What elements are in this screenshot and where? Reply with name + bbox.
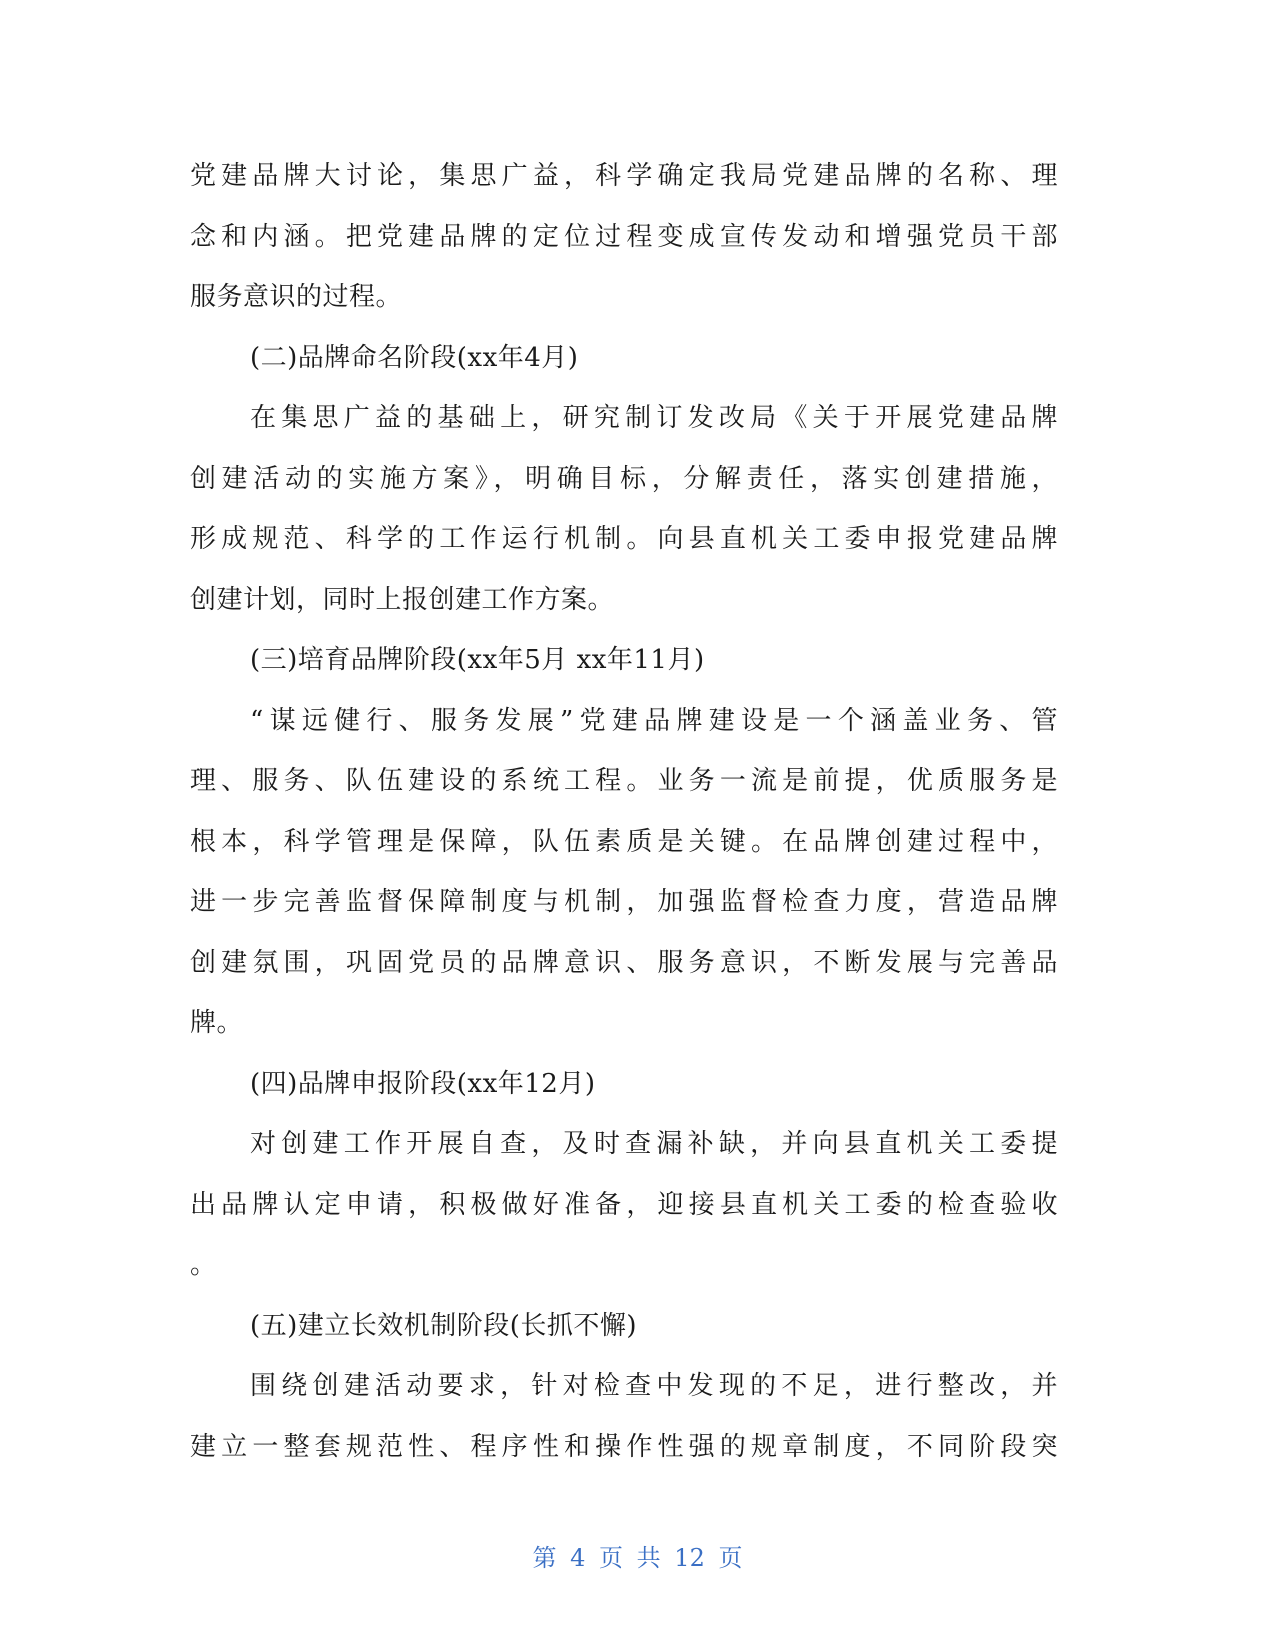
text-line: 创建氛围，巩固党员的品牌意识、服务意识，不断发展与完善品: [190, 947, 1058, 978]
text-line: 。: [190, 1250, 217, 1280]
text-line: 根本，科学管理是保障，队伍素质是关键。在品牌创建过程中，: [190, 826, 1058, 857]
text-line: 牌。: [190, 1008, 244, 1038]
text-line: 创建计划，同时上报创建工作方案。: [190, 584, 615, 615]
text-line: 围绕创建活动要求，针对检查中发现的不足，进行整改，并: [250, 1371, 1058, 1401]
section-heading: (四)品牌申报阶段(xx年12月): [250, 1068, 596, 1099]
document-body: [190, 146, 1058, 1477]
text-line: 创建活动的实施方案》，明确目标，分解责任，落实创建措施，: [190, 463, 1058, 494]
text-line: “谋远健行、服务发展”党建品牌建设是一个涵盖业务、管: [250, 705, 1058, 736]
text-line: 党建品牌大讨论，集思广益，科学确定我局党建品牌的名称、理: [190, 161, 1058, 191]
text-line: 对创建工作开展自查，及时查漏补缺，并向县直机关工委提: [250, 1129, 1058, 1159]
text-line: 出品牌认定申请，积极做好准备，迎接县直机关工委的检查验收: [190, 1189, 1058, 1220]
section-heading: (二)品牌命名阶段(xx年4月): [250, 342, 579, 373]
text-line: 念和内涵。把党建品牌的定位过程变成宣传发动和增强党员干部: [190, 221, 1058, 252]
text-line: 形成规范、科学的工作运行机制。向县直机关工委申报党建品牌: [190, 524, 1058, 554]
page-number-footer: 第 4 页 共 12 页: [532, 1544, 743, 1572]
section-heading: (三)培育品牌阶段(xx年5月 xx年11月): [250, 645, 705, 675]
text-line: 理、服务、队伍建设的系统工程。业务一流是前提，优质服务是: [190, 766, 1058, 796]
section-heading: (五)建立长效机制阶段(长抓不懈): [250, 1310, 638, 1341]
text-line: 服务意识的过程。: [190, 282, 403, 312]
text-line: 建立一整套规范性、程序性和操作性强的规章制度，不同阶段突: [190, 1431, 1058, 1462]
text-line: 在集思广益的基础上，研究制订发改局《关于开展党建品牌: [250, 403, 1058, 433]
text-line: 进一步完善监督保障制度与机制，加强监督检查力度，营造品牌: [190, 887, 1058, 917]
